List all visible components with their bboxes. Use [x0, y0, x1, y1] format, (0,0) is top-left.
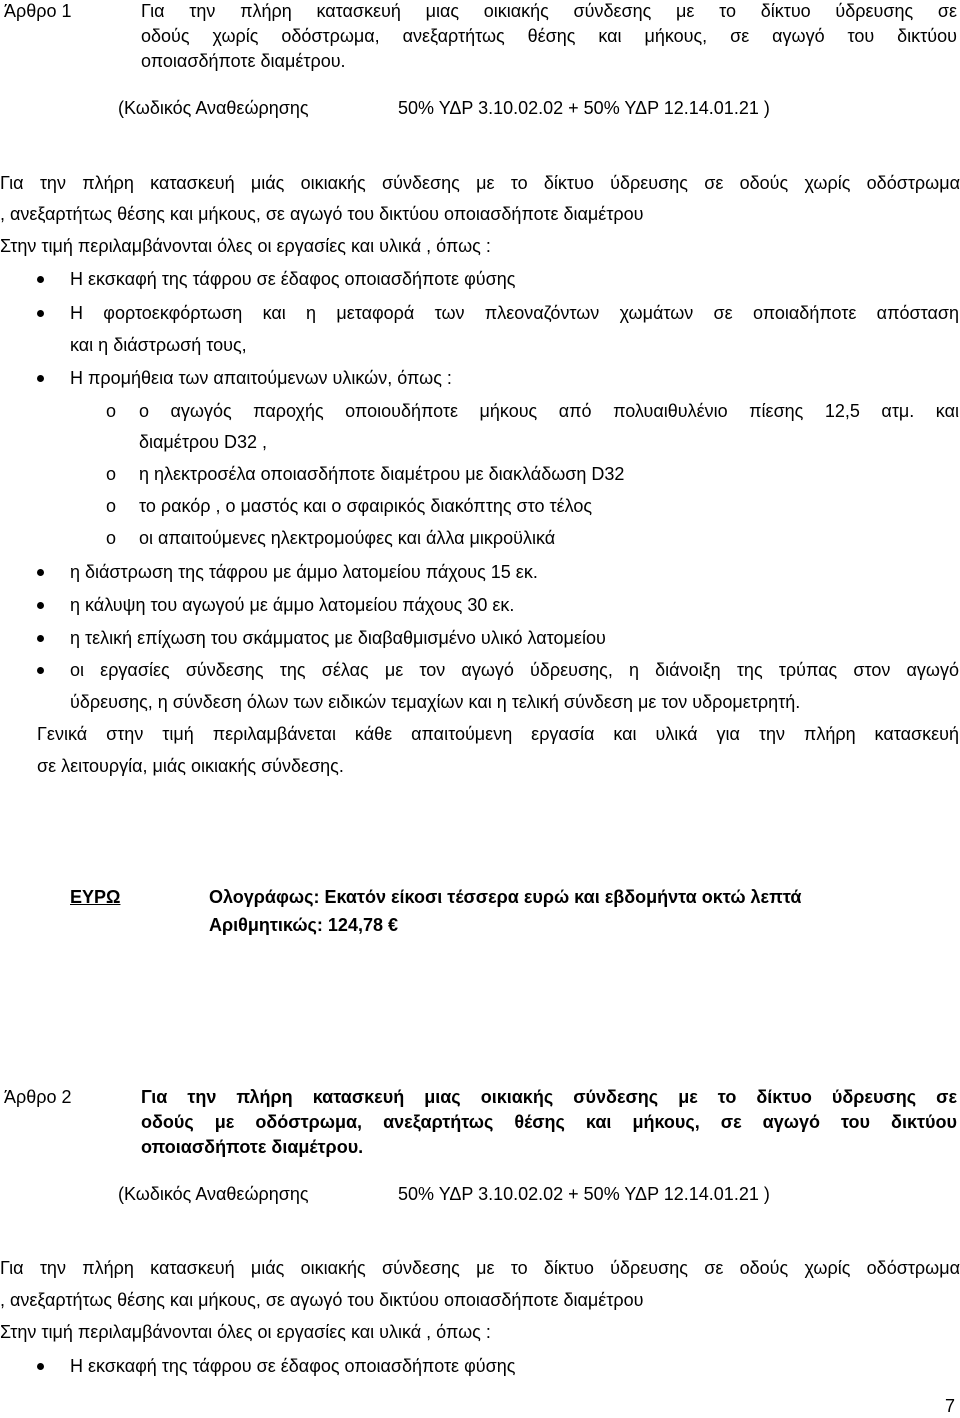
list-item-continuation: ύδρευσης, η σύνδεση όλων των ειδικών τεμαχίων και η τελική σύνδεση με τον υδρομετρητή.: [70, 692, 801, 712]
general-note-line-2: σε λειτουργία, μιάς οικιακής σύνδεσης.: [37, 756, 344, 776]
article-2-code-label: (Κωδικός Αναθεώρησης: [118, 1184, 309, 1204]
article-1-title-line-3: οποιασδήποτε διαμέτρου.: [141, 51, 346, 71]
article-1-description-line-1: Για την πλήρη κατασκευή μιάς οικιακής σύνδεσης με το δίκτυο ύδρευσης σε οδούς χωρίς οδόστρωμα: [0, 173, 960, 193]
price-numeric-label: Αριθμητικώς:: [209, 915, 323, 935]
sub-bullet-marker: o: [106, 464, 117, 484]
bullet-icon: [37, 375, 44, 382]
article-2-title-line-3: οποιασδήποτε διαμέτρου.: [141, 1137, 364, 1157]
article-2-description-line-2: , ανεξαρτήτως θέσης και μήκους, σε αγωγό του δικτύου οποιασδήποτε διαμέτρου: [0, 1290, 644, 1310]
price-in-words-label: Ολογράφως:: [209, 887, 320, 907]
list-item-continuation: και η διάστρωσή τους,: [70, 335, 247, 355]
sub-list-item: ο αγωγός παροχής οποιουδήποτε μήκους από πολυαιθυλένιο πίεσης 12,5 ατμ. και: [139, 401, 959, 421]
bullet-icon: [37, 635, 44, 642]
price-numeric-value: 124,78: [327, 915, 383, 935]
bullet-icon: [37, 569, 44, 576]
article-1-title-line-1: Για την πλήρη κατασκευή μιας οικιακής σύνδεσης με το δίκτυο ύδρευσης σε: [141, 1, 957, 21]
article-2-description-line-3: Στην τιμή περιλαμβάνονται όλες οι εργασίες και υλικά , όπως :: [0, 1322, 491, 1342]
euro-icon: €: [388, 915, 399, 935]
article-1-description-line-3: Στην τιμή περιλαμβάνονται όλες οι εργασίες και υλικά , όπως :: [0, 236, 491, 256]
article-2-title-line-1: Για την πλήρη κατασκευή μιας οικιακής σύνδεσης με το δίκτυο ύδρευσης σε: [141, 1087, 957, 1107]
article-1-label: Άρθρο 1: [4, 1, 72, 21]
article-2-label: Άρθρο 2: [4, 1087, 72, 1107]
price-in-words: [209, 886, 801, 908]
bullet-icon: [37, 667, 44, 674]
sub-bullet-marker: o: [106, 401, 117, 421]
price-in-words-value: Εκατόν είκοσι τέσσερα ευρώ και εβδομήντα οκτώ λεπτά: [324, 887, 802, 907]
sub-bullet-marker: o: [106, 528, 117, 548]
list-item: η τελική επίχωση του σκάμματος με διαβαθμισμένο υλικό λατομείου: [70, 628, 606, 648]
article-1-description-line-2: , ανεξαρτήτως θέσης και μήκους, σε αγωγό του δικτύου οποιασδήποτε διαμέτρου: [0, 204, 644, 224]
list-item: Η εκσκαφή της τάφρου σε έδαφος οποιασδήποτε φύσης: [70, 1356, 516, 1376]
bullet-icon: [37, 310, 44, 317]
list-item: η διάστρωση της τάφρου με άμμο λατομείου πάχους 15 εκ.: [70, 562, 538, 582]
article-1-code-label: (Κωδικός Αναθεώρησης: [118, 98, 309, 118]
price-numeric: [209, 914, 398, 936]
sub-list-item: η ηλεκτροσέλα οποιασδήποτε διαμέτρου με διακλάδωση D32: [139, 464, 625, 484]
article-2-description-line-1: Για την πλήρη κατασκευή μιάς οικιακής σύνδεσης με το δίκτυο ύδρευσης σε οδούς χωρίς οδόστρωμα: [0, 1258, 960, 1278]
list-item: οι εργασίες σύνδεσης της σέλας με τον αγωγό ύδρευσης, η διάνοιξη της τρύπας στον αγωγό: [70, 660, 959, 680]
bullet-icon: [37, 276, 44, 283]
article-2-code-value: 50% ΥΔΡ 3.10.02.02 + 50% ΥΔΡ 12.14.01.21 ): [398, 1184, 770, 1204]
sub-list-item: το ρακόρ , ο μαστός και ο σφαιρικός διακόπτης στο τέλος: [139, 496, 593, 516]
general-note-line-1: Γενικά στην τιμή περιλαμβάνεται κάθε απαιτούμενη εργασία και υλικά για την πλήρη κατασκευή: [37, 724, 959, 744]
list-item: Η φορτοεκφόρτωση και η μεταφορά των πλεοναζόντων χωμάτων σε οποιαδήποτε απόσταση: [70, 303, 959, 323]
list-item: Η εκσκαφή της τάφρου σε έδαφος οποιασδήποτε φύσης: [70, 269, 516, 289]
sub-list-item-continuation: διαμέτρου D32 ,: [139, 432, 268, 452]
bullet-icon: [37, 1363, 44, 1370]
list-item: η κάλυψη του αγωγού με άμμο λατομείου πάχους 30 εκ.: [70, 595, 515, 615]
sub-list-item: οι απαιτούμενες ηλεκτρομούφες και άλλα μικροϋλικά: [139, 528, 556, 548]
sub-bullet-marker: o: [106, 496, 117, 516]
list-item: Η προμήθεια των απαιτούμενων υλικών, όπως :: [70, 368, 452, 388]
currency-label: ΕΥΡΩ: [70, 887, 121, 907]
article-1-title-line-2: οδούς χωρίς οδόστρωμα, ανεξαρτήτως θέσης και μήκους, σε αγωγό του δικτύου: [141, 26, 957, 46]
page-number: 7: [945, 1396, 956, 1416]
article-1-code-value: 50% ΥΔΡ 3.10.02.02 + 50% ΥΔΡ 12.14.01.21 ): [398, 98, 770, 118]
article-2-title-line-2: οδούς με οδόστρωμα, ανεξαρτήτως θέσης και μήκους, σε αγωγό του δικτύου: [141, 1112, 957, 1132]
bullet-icon: [37, 602, 44, 609]
